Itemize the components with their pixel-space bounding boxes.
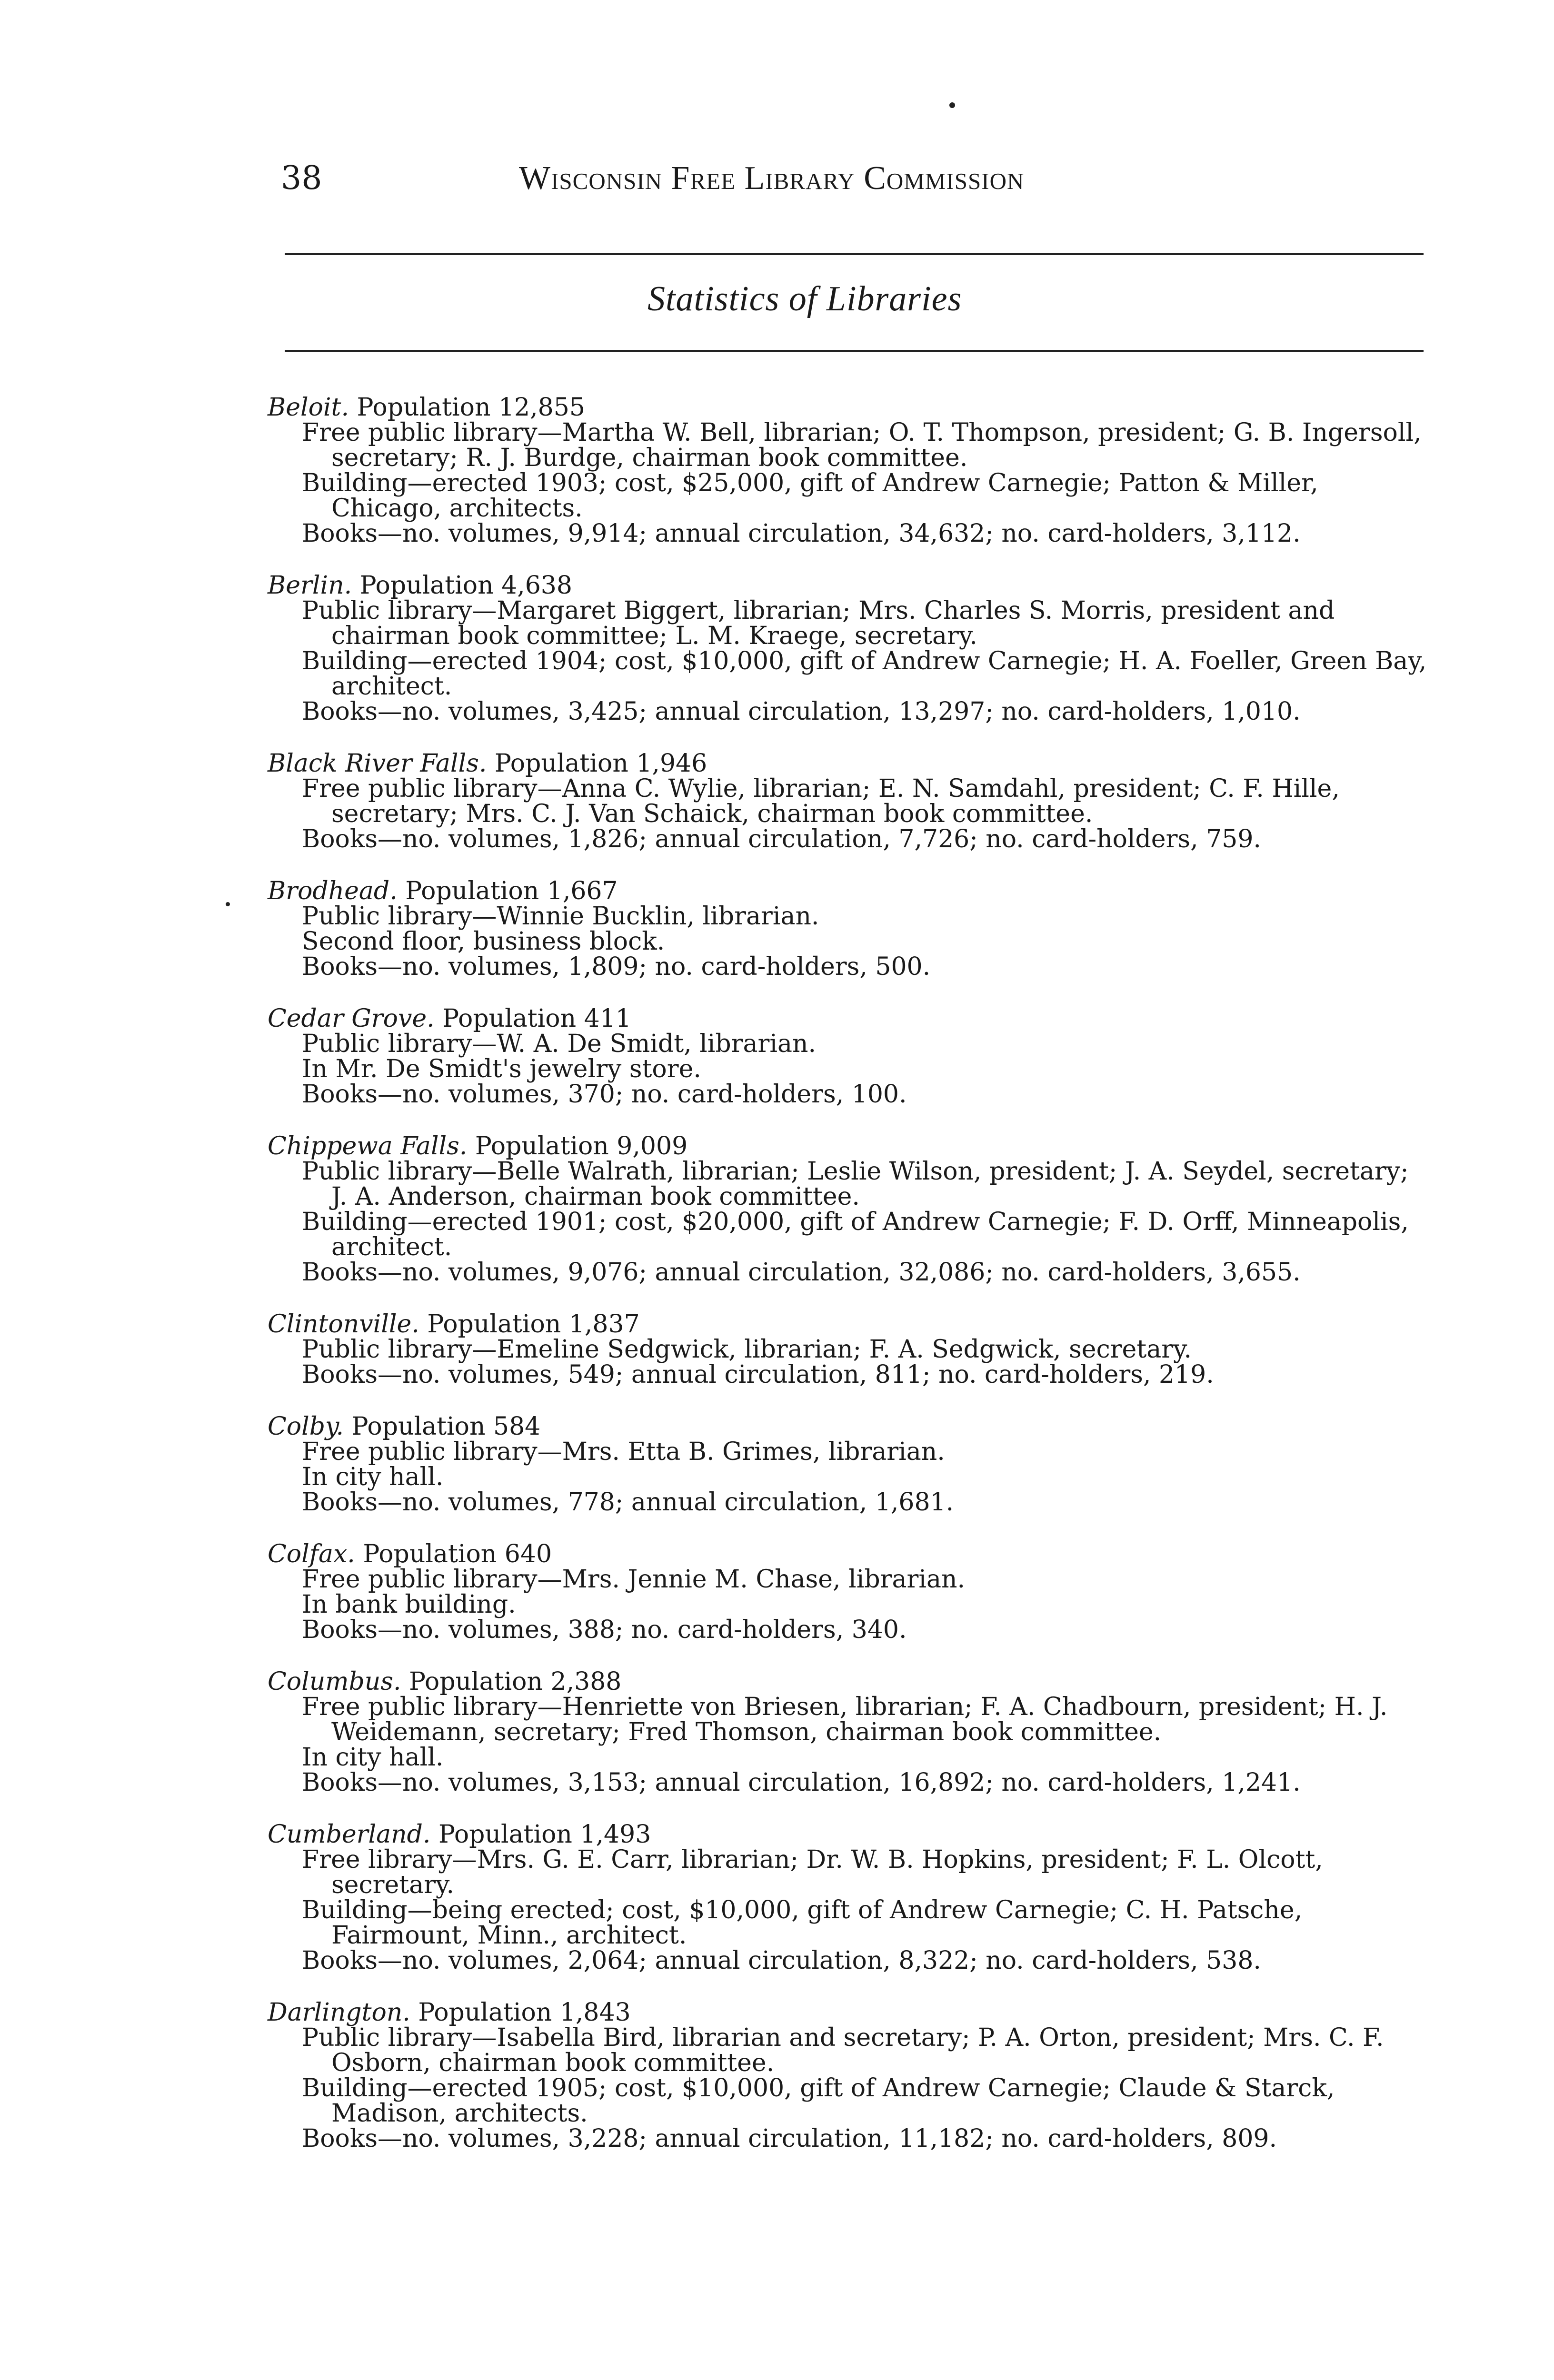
entry-line: Building—erected 1901; cost, $20,000, gift of Andrew Carnegie; F. D. Orff, Minneapolis, architect. bbox=[302, 1208, 1409, 1261]
town-name: Clintonville. bbox=[268, 1310, 419, 1339]
town-name: Brodhead. bbox=[268, 877, 398, 905]
library-entry bbox=[268, 573, 1429, 724]
entry-line: Books—no. volumes, 3,228; annual circulation, 11,182; no. card-holders, 809. bbox=[302, 2124, 1277, 2153]
town-name: Cedar Grove. bbox=[268, 1004, 435, 1033]
library-entry bbox=[268, 1006, 1429, 1107]
population: Population 12,855 bbox=[357, 393, 585, 422]
library-entry bbox=[268, 751, 1429, 852]
library-entry bbox=[268, 1414, 1429, 1515]
entry-line: Public library—W. A. De Smidt, librarian. bbox=[302, 1030, 817, 1058]
library-entry bbox=[268, 1542, 1429, 1643]
entry-heading bbox=[268, 1542, 1429, 1567]
entry-line: Public library—Winnie Bucklin, librarian. bbox=[302, 902, 819, 931]
entry-heading bbox=[268, 879, 1429, 904]
entry-heading bbox=[268, 395, 1429, 420]
entry-line: Building—erected 1903; cost, $25,000, gift of Andrew Carnegie; Patton & Miller, Chicago, architects. bbox=[302, 469, 1318, 523]
entry-line: Books—no. volumes, 388; no. card-holders, 340. bbox=[302, 1616, 907, 1644]
population: Population 4,638 bbox=[359, 571, 572, 600]
page-header bbox=[281, 159, 1424, 207]
entry-heading bbox=[268, 1669, 1429, 1695]
entry-line: Books—no. volumes, 370; no. card-holders, 100. bbox=[302, 1080, 907, 1109]
entry-line: In Mr. De Smidt's jewelry store. bbox=[302, 1055, 701, 1083]
entry-line: In bank building. bbox=[302, 1590, 516, 1619]
population: Population 9,009 bbox=[475, 1132, 688, 1160]
town-name: Darlington. bbox=[268, 1998, 410, 2027]
entry-line: Free library—Mrs. G. E. Carr, librarian; Dr. W. B. Hopkins, president; F. L. Olcott, secretary. bbox=[302, 1845, 1323, 1899]
population: Population 1,837 bbox=[427, 1310, 640, 1339]
entry-line: Books—no. volumes, 2,064; annual circulation, 8,322; no. card-holders, 538. bbox=[302, 1946, 1261, 1975]
library-entry bbox=[268, 1822, 1429, 1973]
entry-line: Building—erected 1905; cost, $10,000, gift of Andrew Carnegie; Claude & Starck, Madison, architects. bbox=[302, 2074, 1335, 2128]
population: Population 1,667 bbox=[405, 877, 618, 905]
entry-line: Second floor, business block. bbox=[302, 927, 665, 956]
entry-heading bbox=[268, 1414, 1429, 1439]
library-entry bbox=[268, 1669, 1429, 1795]
entry-line: In city hall. bbox=[302, 1463, 444, 1491]
entry-line: Building—being erected; cost, $10,000, gift of Andrew Carnegie; C. H. Patsche, Fairmount, Minn., architect. bbox=[302, 1896, 1303, 1950]
entry-line: Books—no. volumes, 1,826; annual circulation, 7,726; no. card-holders, 759. bbox=[302, 825, 1261, 853]
library-entry bbox=[268, 1312, 1429, 1388]
library-entry bbox=[268, 1134, 1429, 1285]
entry-line: Books—no. volumes, 778; annual circulation, 1,681. bbox=[302, 1488, 954, 1517]
library-entries bbox=[268, 395, 1429, 2178]
population: Population 2,388 bbox=[409, 1667, 622, 1696]
town-name: Beloit. bbox=[268, 393, 349, 422]
entry-line: Free public library—Henriette von Briesen, librarian; F. A. Chadbourn, president; H. J. Weidemann, secretary; Fred Thomson, chairman book committee. bbox=[302, 1693, 1388, 1746]
population: Population 1,843 bbox=[418, 1998, 631, 2027]
entry-line: Public library—Emeline Sedgwick, librarian; F. A. Sedgwick, secretary. bbox=[302, 1335, 1192, 1364]
entry-line: Books—no. volumes, 3,153; annual circulation, 16,892; no. card-holders, 1,241. bbox=[302, 1768, 1301, 1797]
town-name: Columbus. bbox=[268, 1667, 401, 1696]
town-name: Chippewa Falls. bbox=[268, 1132, 468, 1160]
entry-line: Books—no. volumes, 549; annual circulation, 811; no. card-holders, 219. bbox=[302, 1360, 1214, 1389]
entry-heading bbox=[268, 573, 1429, 598]
library-entry bbox=[268, 2000, 1429, 2152]
entry-line: Books—no. volumes, 3,425; annual circulation, 13,297; no. card-holders, 1,010. bbox=[302, 697, 1301, 726]
population: Population 1,493 bbox=[438, 1820, 651, 1849]
town-name: Colby. bbox=[268, 1412, 344, 1441]
entry-line: Public library—Isabella Bird, librarian and secretary; P. A. Orton, president; Mrs. C. F. Osborn, chairman book committee. bbox=[302, 2023, 1384, 2077]
entry-heading bbox=[268, 1134, 1429, 1159]
entry-heading bbox=[268, 751, 1429, 776]
ink-speck bbox=[226, 902, 230, 906]
entry-line: Public library—Belle Walrath, librarian; Leslie Wilson, president; J. A. Seydel, secretary; J. A. Anderson, chairman book committee. bbox=[302, 1157, 1409, 1211]
entry-heading bbox=[268, 1822, 1429, 1847]
library-entry bbox=[268, 395, 1429, 546]
entry-heading bbox=[268, 1312, 1429, 1337]
population: Population 1,946 bbox=[494, 749, 707, 778]
entry-line: Public library—Margaret Biggert, librarian; Mrs. Charles S. Morris, president and chairman book committee; L. M. Kraege, secretary. bbox=[302, 596, 1335, 650]
town-name: Black River Falls. bbox=[268, 749, 487, 778]
entry-line: Free public library—Mrs. Etta B. Grimes, librarian. bbox=[302, 1438, 945, 1466]
population: Population 411 bbox=[442, 1004, 631, 1033]
top-rule bbox=[285, 253, 1424, 255]
entry-line: Free public library—Martha W. Bell, librarian; O. T. Thompson, president; G. B. Ingersoll, secretary; R. J. Burdge, chairman book committee. bbox=[302, 418, 1422, 472]
library-entry bbox=[268, 879, 1429, 980]
entry-heading bbox=[268, 1006, 1429, 1031]
town-name: Colfax. bbox=[268, 1540, 355, 1568]
page-number: 38 bbox=[281, 159, 322, 197]
entry-line: Building—erected 1904; cost, $10,000, gift of Andrew Carnegie; H. A. Foeller, Green Bay, architect. bbox=[302, 647, 1427, 701]
running-title: Wisconsin Free Library Commission bbox=[519, 160, 1025, 197]
entry-heading bbox=[268, 2000, 1429, 2025]
population: Population 584 bbox=[351, 1412, 541, 1441]
town-name: Cumberland. bbox=[268, 1820, 431, 1849]
entry-line: Free public library—Mrs. Jennie M. Chase, librarian. bbox=[302, 1565, 966, 1594]
entry-line: Books—no. volumes, 9,914; annual circulation, 34,632; no. card-holders, 3,112. bbox=[302, 519, 1301, 548]
entry-line: Books—no. volumes, 1,809; no. card-holders, 500. bbox=[302, 952, 931, 981]
entry-line: Books—no. volumes, 9,076; annual circulation, 32,086; no. card-holders, 3,655. bbox=[302, 1258, 1301, 1287]
entry-line: In city hall. bbox=[302, 1743, 444, 1772]
population: Population 640 bbox=[363, 1540, 552, 1568]
bottom-rule bbox=[285, 350, 1424, 352]
ink-speck bbox=[949, 102, 955, 108]
section-title: Statistics of Libraries bbox=[648, 279, 962, 318]
town-name: Berlin. bbox=[268, 571, 352, 600]
entry-line: Free public library—Anna C. Wylie, librarian; E. N. Samdahl, president; C. F. Hille, secretary; Mrs. C. J. Van Schaick, chairman book committee. bbox=[302, 774, 1340, 828]
